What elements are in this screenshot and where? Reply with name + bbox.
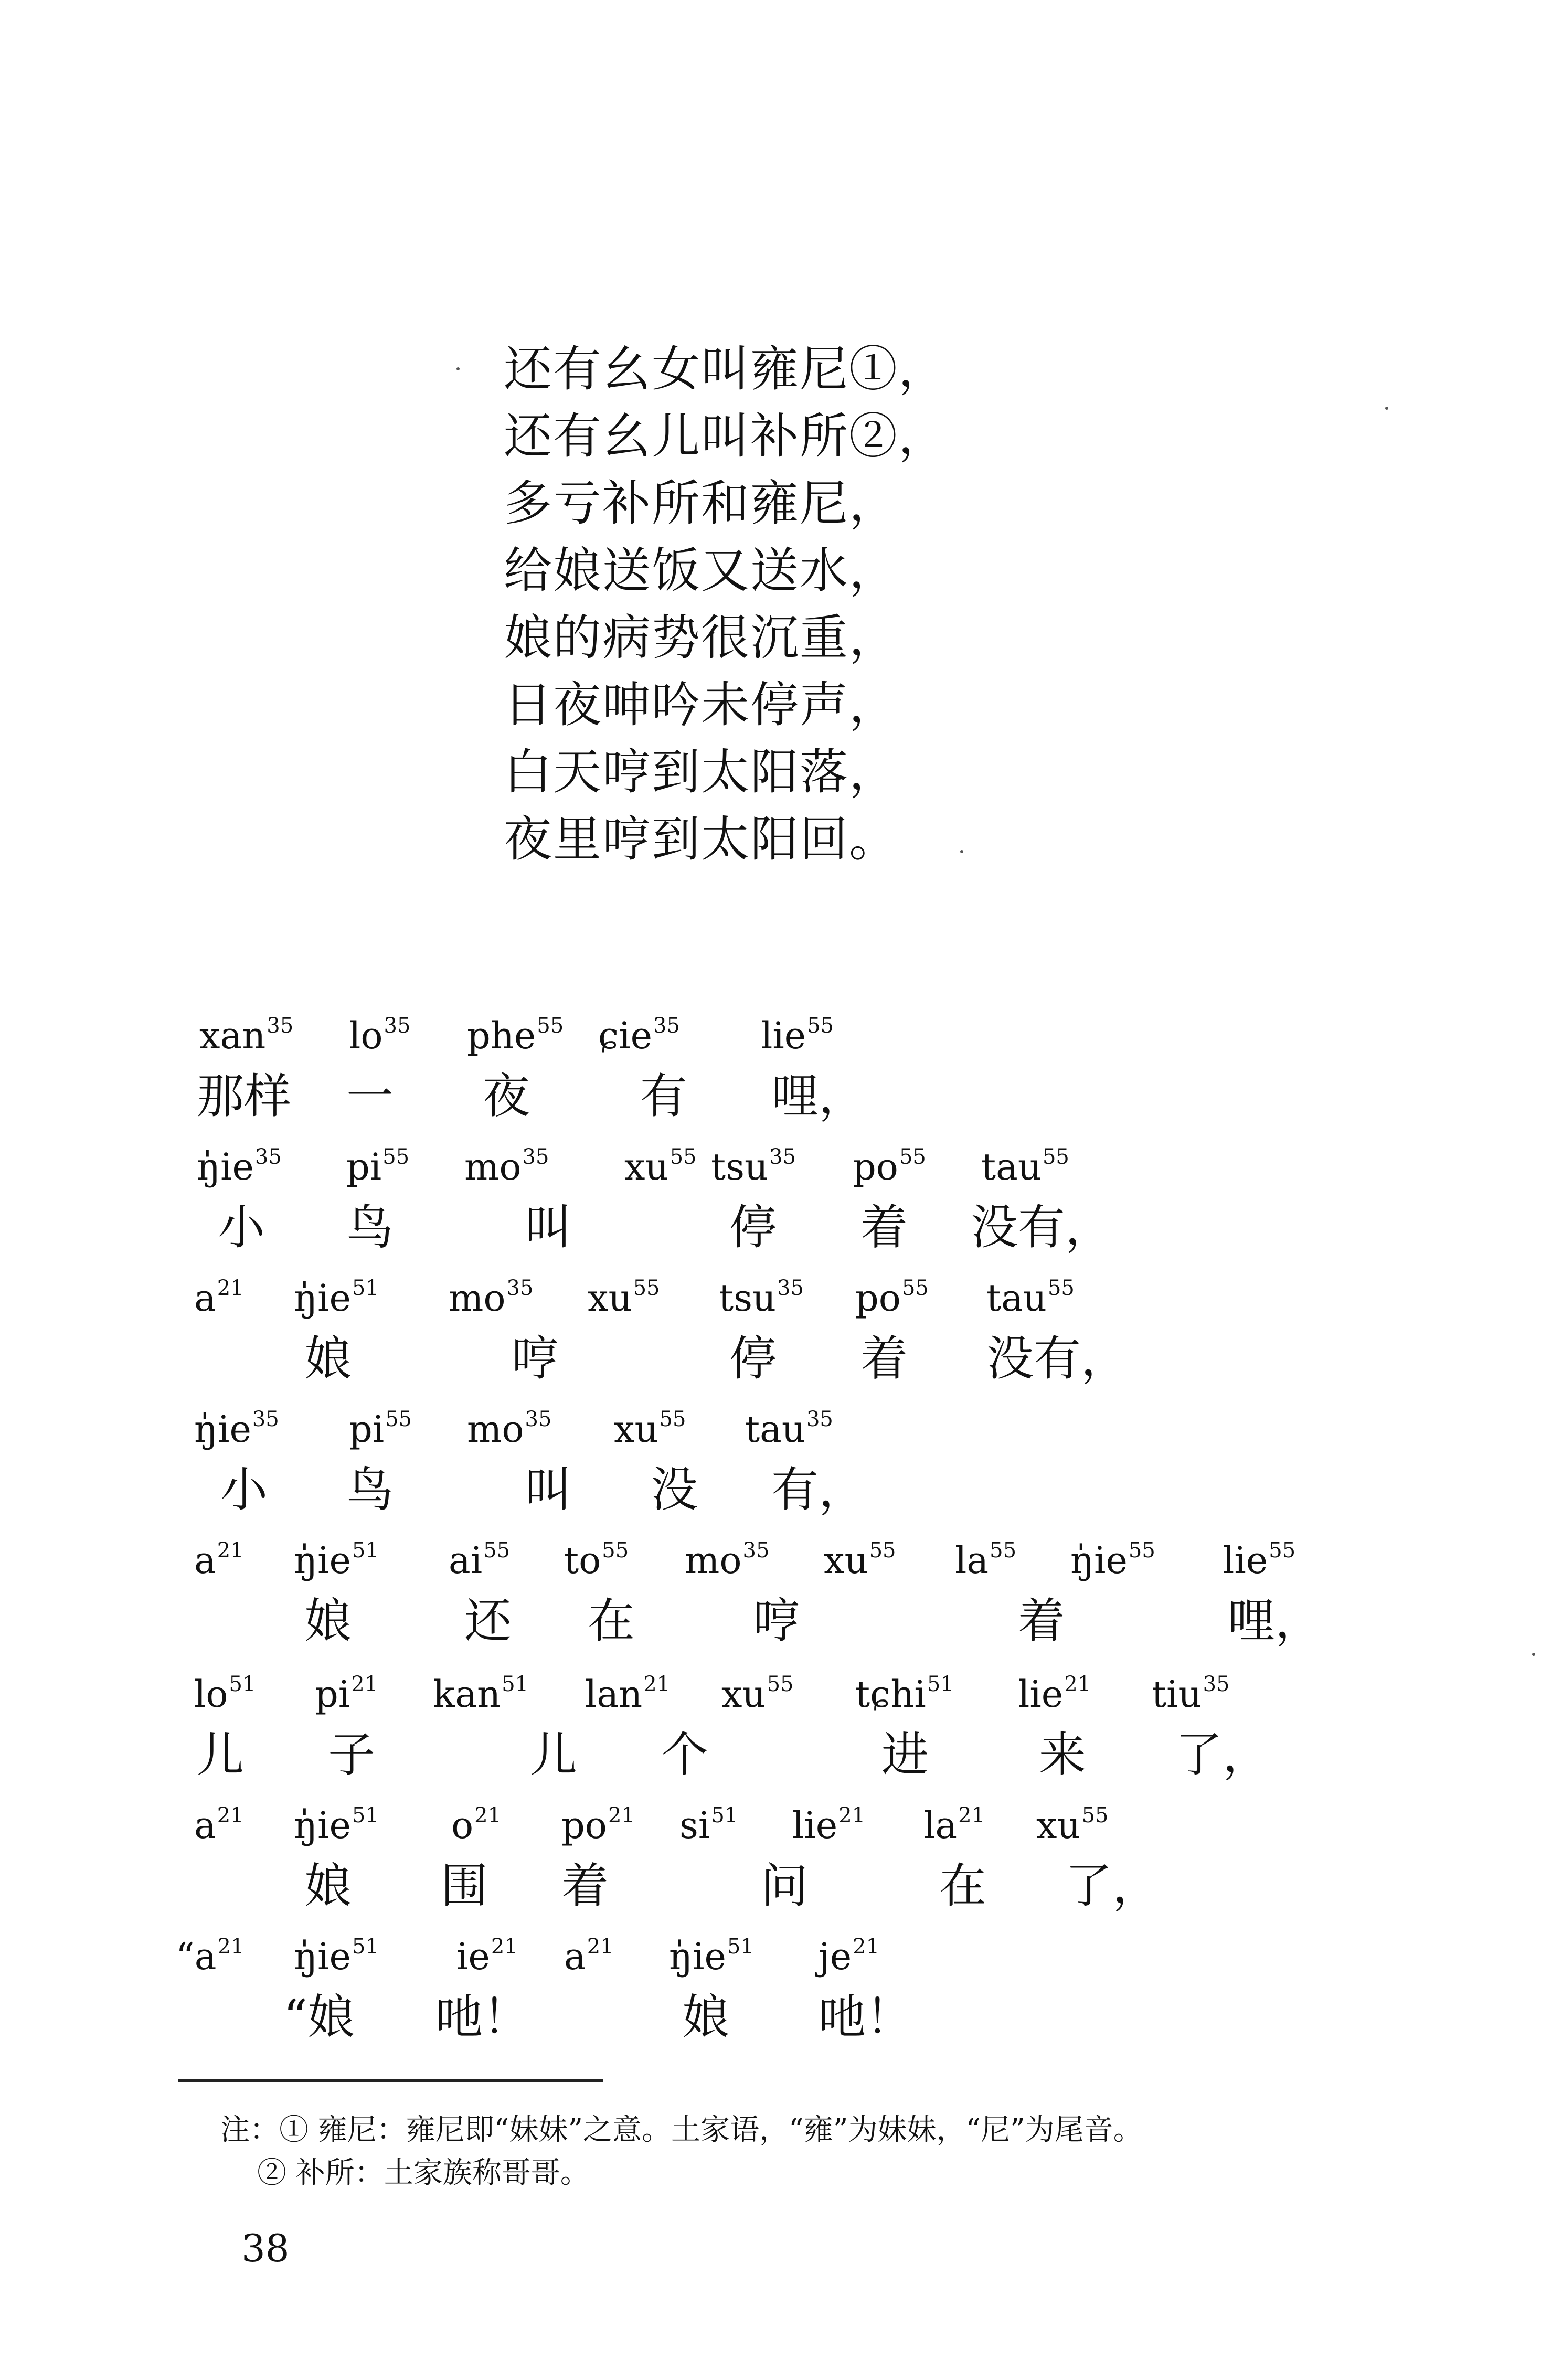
syllable-text: la (923, 1804, 958, 1847)
poem-stanza (504, 336, 948, 873)
tone-number: 35 (252, 1407, 279, 1431)
syllable-text: lo (194, 1673, 228, 1716)
syllable (986, 1262, 1075, 1324)
tone-number: 21 (217, 1538, 244, 1563)
tone-number: 21 (351, 1672, 378, 1696)
syllable (194, 1262, 244, 1324)
tone-number: 35 (769, 1145, 796, 1169)
gloss-word: 停 (729, 1200, 777, 1255)
syllable-text: ŋ̍ie (1070, 1539, 1128, 1582)
gloss-word: 娘 (304, 1858, 352, 1914)
tone-number: 55 (1269, 1538, 1296, 1563)
romanization-line (0, 1789, 1562, 1847)
interlinear-pair (0, 1524, 1562, 1661)
syllable-text: kan (433, 1673, 501, 1716)
syllable-text: ŋ̍ie (294, 1935, 351, 1978)
syllable (564, 1524, 629, 1587)
tone-number: 21 (217, 1935, 245, 1959)
syllable (1036, 1789, 1108, 1852)
gloss-word: 鸟 (346, 1462, 394, 1517)
syllable (745, 1393, 833, 1455)
tone-number: 51 (727, 1935, 754, 1959)
syllable-text: ai (449, 1539, 483, 1582)
footnote-2: ② 补所：土家族称哥哥。 (257, 2156, 590, 2190)
tone-number: 55 (483, 1538, 511, 1563)
tone-number: 55 (670, 1145, 697, 1169)
syllable (614, 1393, 686, 1455)
syllable (669, 1920, 754, 1983)
poem-line: 夜里哼到太阳回。 (504, 811, 899, 867)
gloss-word: “娘 (283, 1990, 355, 2045)
poem-line: 日夜呻吟未停声， (504, 677, 899, 733)
tone-number: 21 (474, 1803, 502, 1828)
gloss-word: 吔！ (819, 1990, 913, 2045)
syllable-text: pi (349, 1408, 385, 1451)
tone-number: 35 (522, 1145, 549, 1169)
tone-number: 35 (742, 1538, 770, 1563)
gloss-word: 娘 (304, 1593, 352, 1649)
gloss-word: 夜 (483, 1069, 530, 1124)
syllable (449, 1524, 510, 1587)
tone-number: 55 (659, 1407, 686, 1431)
gloss-word: 还 (464, 1593, 512, 1649)
syllable (349, 1393, 412, 1455)
gloss-word: 子 (328, 1727, 375, 1782)
interlinear-pair (0, 1262, 1562, 1398)
syllable (955, 1524, 1016, 1587)
gloss-word: 没有， (986, 1331, 1128, 1386)
syllable-text: ŋ̍ie (669, 1935, 726, 1978)
tone-number: 55 (767, 1672, 794, 1696)
syllable (449, 1262, 533, 1324)
syllable (792, 1789, 865, 1852)
romanization-line (0, 1262, 1562, 1320)
syllable-text: a (194, 1539, 216, 1582)
syllable (1070, 1524, 1155, 1587)
syllable-text: phe (467, 1014, 536, 1057)
tone-number: 55 (537, 1014, 564, 1038)
tone-number: 35 (777, 1276, 804, 1300)
tone-number: 55 (990, 1538, 1017, 1563)
syllable-text: xu (614, 1408, 658, 1451)
syllable (1223, 1524, 1295, 1587)
gloss-word: 了， (1175, 1727, 1270, 1782)
syllable-text: tau (981, 1145, 1042, 1188)
interlinear-pair (0, 1789, 1562, 1926)
syllable (294, 1920, 379, 1983)
syllable-text: po (853, 1145, 898, 1188)
tone-number: 35 (254, 1145, 282, 1169)
tone-number: 51 (352, 1935, 379, 1959)
interlinear-pair (0, 1000, 1562, 1136)
tone-number: 55 (869, 1538, 896, 1563)
syllable (1018, 1658, 1091, 1720)
syllable (433, 1658, 528, 1720)
interlinear-pair (0, 1920, 1562, 2057)
gloss-word: 着 (1018, 1593, 1065, 1649)
syllable-text: po (855, 1277, 901, 1320)
syllable (819, 1920, 879, 1983)
syllable (719, 1262, 804, 1324)
poem-line: 白天哼到太阳落， (504, 744, 899, 800)
gloss-line (0, 1857, 1562, 1920)
syllable-text: xu (1036, 1804, 1081, 1847)
syllable-text: mo (449, 1277, 506, 1320)
syllable-text: o (451, 1804, 474, 1847)
gloss-word: 哼 (753, 1593, 800, 1649)
syllable-text: xu (624, 1145, 669, 1188)
tone-number: 55 (1047, 1276, 1075, 1300)
syllable (451, 1789, 501, 1852)
syllable (467, 1000, 564, 1062)
romanization-line (0, 1920, 1562, 1978)
syllable (923, 1789, 985, 1852)
syllable-text: la (955, 1539, 989, 1582)
tone-number: 35 (506, 1276, 534, 1300)
syllable-text: tsu (711, 1145, 769, 1188)
gloss-word: 问 (761, 1858, 808, 1914)
syllable (721, 1658, 793, 1720)
tone-number: 21 (587, 1935, 614, 1959)
romanization-line (0, 1393, 1562, 1451)
syllable (346, 1131, 409, 1193)
tone-number: 35 (1203, 1672, 1230, 1696)
gloss-word: 了， (1065, 1858, 1160, 1914)
syllable-text: xan (199, 1014, 266, 1057)
syllable (464, 1131, 549, 1193)
tone-number: 55 (807, 1014, 834, 1038)
syllable (824, 1524, 896, 1587)
poem-line: 还有幺儿叫补所②， (504, 408, 948, 464)
syllable (349, 1000, 410, 1062)
syllable (194, 1789, 244, 1852)
gloss-word: 哩， (1228, 1593, 1322, 1649)
syllable (624, 1131, 696, 1193)
gloss-line (0, 1199, 1562, 1262)
tone-number: 51 (927, 1672, 954, 1696)
tone-number: 51 (711, 1803, 738, 1828)
tone-number: 21 (608, 1803, 635, 1828)
syllable (194, 1658, 256, 1720)
gloss-word: 一 (346, 1069, 394, 1124)
gloss-word: 着 (860, 1200, 908, 1255)
print-speck (456, 367, 460, 370)
gloss-word: 娘 (682, 1990, 729, 2045)
syllable-text: si (679, 1804, 710, 1847)
print-speck (1385, 407, 1388, 410)
gloss-word: 有 (640, 1069, 687, 1124)
syllable-text: mo (685, 1539, 742, 1582)
tone-number: 55 (1042, 1145, 1069, 1169)
poem-line: 娘的病势很沉重， (504, 610, 899, 666)
syllable-text: xu (588, 1277, 632, 1320)
tone-number: 35 (267, 1014, 294, 1038)
tone-number: 21 (643, 1672, 671, 1696)
syllable-text: ŋ̍ie (194, 1408, 251, 1451)
gloss-word: 叫 (525, 1200, 572, 1255)
tone-number: 35 (653, 1014, 680, 1038)
syllable-text: ɕie (598, 1014, 653, 1057)
tone-number: 35 (384, 1014, 411, 1038)
gloss-word: 围 (441, 1858, 488, 1914)
gloss-word: 儿 (530, 1727, 577, 1782)
syllable (855, 1262, 929, 1324)
romanization-line (0, 1524, 1562, 1582)
gloss-word: 鸟 (346, 1200, 394, 1255)
interlinear-pair (0, 1131, 1562, 1267)
poem-line: 还有幺女叫雍尼①， (504, 341, 948, 397)
tone-number: 35 (806, 1407, 833, 1431)
syllable-text: xu (824, 1539, 868, 1582)
interlinear-pair (0, 1658, 1562, 1794)
syllable (294, 1524, 379, 1587)
syllable (294, 1789, 379, 1852)
gloss-word: 有， (771, 1462, 866, 1517)
gloss-word: 在 (939, 1858, 986, 1914)
syllable-text: po (561, 1804, 607, 1847)
tone-number: 21 (1064, 1672, 1091, 1696)
gloss-word: 吔！ (435, 1990, 530, 2045)
syllable (588, 1262, 660, 1324)
tone-number: 55 (382, 1145, 410, 1169)
gloss-line (0, 1989, 1562, 2052)
syllable-text: tɕhi (855, 1673, 926, 1716)
poem-line: 给娘送饭又送水， (504, 543, 899, 599)
syllable (761, 1000, 834, 1062)
gloss-word: 娘 (304, 1331, 352, 1386)
syllable-text: tiu (1152, 1673, 1202, 1716)
syllable (598, 1000, 680, 1062)
gloss-word: 来 (1039, 1727, 1086, 1782)
syllable-text: ŋ̍ie (294, 1804, 351, 1847)
tone-number: 51 (352, 1276, 379, 1300)
romanization-line (0, 1658, 1562, 1716)
syllable (176, 1920, 244, 1983)
gloss-word: 没有， (971, 1200, 1112, 1255)
syllable-text: lan (585, 1673, 643, 1716)
syllable-text: tau (986, 1277, 1047, 1320)
tone-number: 35 (525, 1407, 552, 1431)
gloss-word: 停 (729, 1331, 777, 1386)
syllable (853, 1131, 926, 1193)
syllable (855, 1658, 954, 1720)
gloss-word: 小 (220, 1462, 268, 1517)
syllable (679, 1789, 738, 1852)
syllable (199, 1000, 293, 1062)
page-number: 38 (241, 2226, 290, 2270)
syllable (1152, 1658, 1230, 1720)
syllable-text: ŋ̍ie (294, 1539, 351, 1582)
gloss-word: 着 (561, 1858, 609, 1914)
gloss-word: 小 (218, 1200, 265, 1255)
syllable-text: mo (467, 1408, 524, 1451)
syllable-text: ŋ̍ie (197, 1145, 254, 1188)
syllable-text: lo (349, 1014, 383, 1057)
tone-number: 21 (217, 1803, 244, 1828)
syllable (564, 1920, 614, 1983)
footnote-1: 注：① 雍尼：雍尼即“妹妹”之意。土家语，“雍”为妹妹，“尼”为尾音。 (220, 2113, 1143, 2147)
print-speck (1532, 1653, 1535, 1656)
gloss-word: 在 (588, 1593, 635, 1649)
tone-number: 21 (853, 1935, 880, 1959)
syllable (194, 1524, 244, 1587)
print-speck (960, 850, 963, 853)
syllable (467, 1393, 551, 1455)
syllable (711, 1131, 796, 1193)
tone-number: 51 (352, 1803, 379, 1828)
tone-number: 55 (899, 1145, 926, 1169)
syllable-text: lie (1223, 1539, 1268, 1582)
syllable-text: lie (792, 1804, 838, 1847)
syllable-text: tsu (719, 1277, 777, 1320)
footnote-rule (178, 2079, 603, 2082)
syllable (294, 1262, 379, 1324)
syllable-text: a (194, 1277, 216, 1320)
syllable-text: je (819, 1935, 852, 1978)
tone-number: 21 (217, 1276, 244, 1300)
gloss-word: 进 (881, 1727, 929, 1782)
romanization-line (0, 1131, 1562, 1188)
syllable-text: mo (464, 1145, 522, 1188)
interlinear-pair (0, 1393, 1562, 1529)
tone-number: 55 (1081, 1803, 1109, 1828)
gloss-line (0, 1592, 1562, 1655)
syllable (561, 1789, 635, 1852)
gloss-word: 哼 (512, 1331, 559, 1386)
poem-line: 多亏补所和雍尼， (504, 475, 899, 532)
syllable-text: ŋ̍ie (294, 1277, 351, 1320)
syllable-text: tau (745, 1408, 805, 1451)
syllable-text: pi (346, 1145, 382, 1188)
tone-number: 55 (385, 1407, 412, 1431)
gloss-word: 哩， (771, 1069, 866, 1124)
syllable-text: lie (1018, 1673, 1064, 1716)
syllable-text: a (194, 1804, 216, 1847)
gloss-word: 叫 (525, 1462, 572, 1517)
syllable (585, 1658, 670, 1720)
syllable-text: ie (456, 1935, 490, 1978)
gloss-word: 没 (651, 1462, 698, 1517)
tone-number: 51 (229, 1672, 256, 1696)
syllable (981, 1131, 1069, 1193)
gloss-word: 个 (661, 1727, 708, 1782)
syllable (194, 1393, 279, 1455)
syllable-text: pi (315, 1673, 350, 1716)
tone-number: 51 (502, 1672, 529, 1696)
tone-number: 21 (491, 1935, 518, 1959)
gloss-word: 儿 (197, 1727, 244, 1782)
tone-number: 51 (352, 1538, 379, 1563)
syllable-text: a (564, 1935, 586, 1978)
gloss-line (0, 1330, 1562, 1393)
tone-number: 55 (901, 1276, 929, 1300)
syllable (685, 1524, 769, 1587)
tone-number: 55 (1128, 1538, 1155, 1563)
tone-number: 21 (838, 1803, 866, 1828)
romanization-line (0, 1000, 1562, 1057)
gloss-line (0, 1461, 1562, 1524)
syllable-text: lie (761, 1014, 806, 1057)
syllable-text: to (564, 1539, 601, 1582)
syllable (197, 1131, 282, 1193)
syllable (456, 1920, 518, 1983)
gloss-line (0, 1068, 1562, 1131)
gloss-line (0, 1726, 1562, 1789)
syllable-text: xu (721, 1673, 766, 1716)
tone-number: 55 (602, 1538, 629, 1563)
gloss-word: 那样 (197, 1069, 291, 1124)
gloss-word: 着 (860, 1331, 908, 1386)
tone-number: 55 (633, 1276, 660, 1300)
syllable-text: “a (176, 1935, 217, 1978)
tone-number: 21 (958, 1803, 985, 1828)
syllable (315, 1658, 378, 1720)
